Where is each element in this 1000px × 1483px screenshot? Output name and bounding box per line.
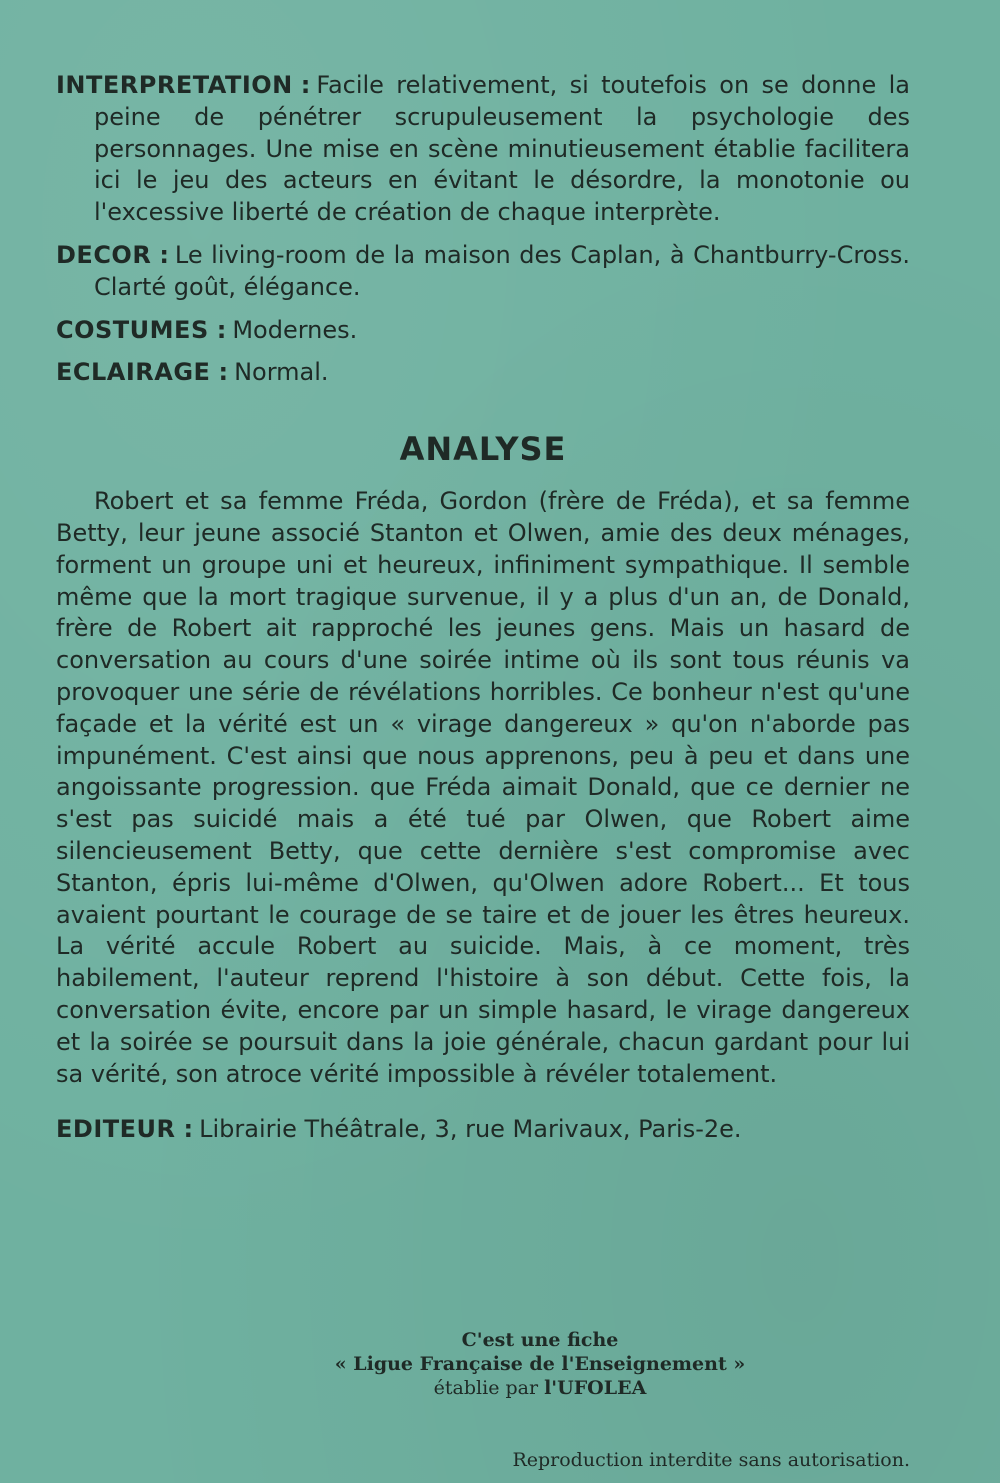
eclairage-separator: : — [218, 358, 229, 387]
eclairage-text: Normal. — [234, 358, 329, 387]
footer-line-2: « Ligue Française de l'Enseignement » — [334, 1353, 746, 1375]
costumes-text: Modernes. — [232, 315, 358, 344]
decor-separator: : — [159, 240, 169, 269]
editeur-separator: : — [183, 1115, 194, 1144]
eclairage-label: ECLAIRAGE — [56, 358, 211, 387]
costumes-separator: : — [216, 315, 227, 344]
footer-line-3 — [0, 1376, 1000, 1400]
footer-credit — [0, 1328, 1000, 1400]
interpretation-separator: : — [300, 71, 311, 99]
decor-entry — [56, 240, 910, 304]
footer-org-name: l'UFOLEA — [544, 1377, 647, 1399]
footer-line-1: C'est une fiche — [461, 1329, 619, 1351]
interpretation-entry — [56, 70, 910, 229]
costumes-label: COSTUMES — [56, 315, 209, 344]
analyse-paragraph: Robert et sa femme Fréda, Gordon (frère de Fréda), et sa femme Betty, leur jeune associé Stanton et Olwen, amie des deux ménages, forment un groupe uni et heureux, infiniment sympathique. Il semble même que la mort tragique survenue, il y a plus d'un an, de Donald, frère de Robert ait rapproché les jeunes gens. Mais un hasard de conversation au cours d'une soirée intime où ils sont tous réunis va provoquer une série de révélations horribles. Ce bonheur n'est qu'une façade et la vérité est un « virage dangereux » qu'on n'aborde pas impunément. C'est ainsi que nous apprenons, peu à peu et dans une angoissante progression. que Fréda aimait Donald, que ce dernier ne s'est pas suicidé mais a été tué par Olwen, que Robert aime silencieusement Betty, que cette dernière s'est compromise avec Stanton, épris lui-même d'Olwen, qu'Olwen adore Robert... Et tous avaient pourtant le courage de se taire et de jouer les êtres heureux. La vérité accule Robert au suicide. Mais, à ce moment, très habilement, l'auteur reprend l'histoire à son début. Cette fois, la conversation évite, encore par un simple hasard, le virage dangereux et la soirée se poursuit dans la joie générale, chacun gardant pour lui sa vérité, son atroce vérité impossible à révéler totalement. — [56, 487, 910, 1088]
analyse-heading: ANALYSE — [399, 430, 567, 469]
editeur-text: Librairie Théâtrale, 3, rue Marivaux, Paris-2e. — [199, 1115, 742, 1144]
reproduction-notice: Reproduction interdite sans autorisation. — [512, 1449, 910, 1471]
interpretation-label: INTERPRETATION — [56, 71, 293, 99]
decor-text: Le living-room de la maison des Caplan, à Chantburry-Cross. Clarté goût, élégance. — [94, 240, 910, 301]
editeur-label: EDITEUR — [56, 1115, 176, 1144]
eclairage-entry — [56, 357, 910, 389]
document-body — [56, 66, 910, 1146]
interpretation-text: Facile relativement, si toutefois on se donne la peine de pénétrer scrupuleusement la psychologie des personnages. Une mise en scène minutieusement établie facilitera ici le jeu des acteurs en évitant le désordre, la monotonie ou l'excessive liberté de création de chaque interprète. — [94, 71, 910, 227]
editeur-entry — [56, 1114, 910, 1146]
costumes-entry — [56, 315, 910, 347]
decor-label: DECOR — [56, 240, 152, 269]
footer-line-3-prefix: établie par — [433, 1377, 545, 1399]
